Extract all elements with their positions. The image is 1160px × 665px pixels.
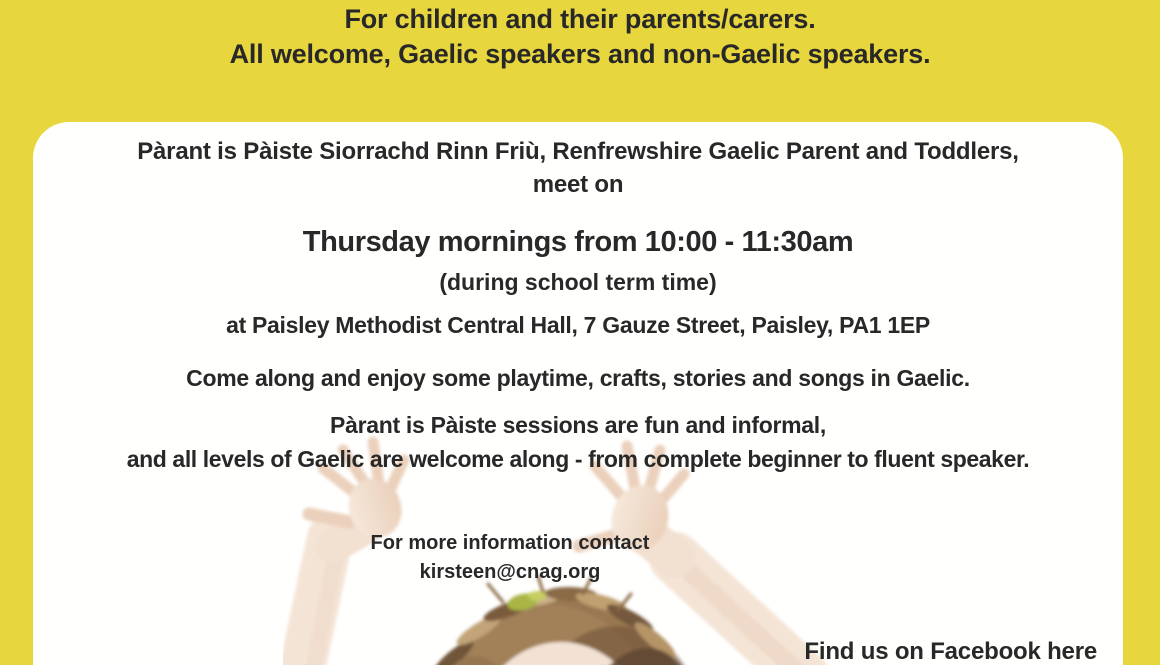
venue-text: at Paisley Methodist Central Hall, 7 Gauze Street, Paisley, PA1 1EP	[226, 312, 930, 338]
child-left-arm	[301, 526, 368, 665]
group-intro-line2: meet on	[532, 171, 624, 198]
activities-text: Come along and enjoy some playtime, crafts, stories and songs in Gaelic.	[186, 365, 970, 391]
top-banner	[0, 0, 1160, 72]
facebook-link[interactable]: Find us on Facebook here	[804, 638, 1097, 665]
schedule-heading: Thursday mornings from 10:00 - 11:30am	[302, 226, 854, 258]
sessions-text-line1: Pàrant is Pàiste sessions are fun and informal,	[330, 412, 826, 438]
welcome-bold-text: All welcome	[229, 39, 384, 69]
welcome-rest-text: , Gaelic speakers and non-Gaelic speakers.	[383, 39, 931, 69]
sessions-text-line2: and all levels of Gaelic are welcome along - from complete beginner to fluent speaker.	[126, 446, 1030, 472]
welcome-text	[0, 37, 1160, 72]
contact-block	[371, 529, 650, 587]
child-head	[427, 576, 712, 665]
contact-email-link[interactable]: kirsteen@cnag.org	[419, 561, 601, 583]
group-intro	[33, 135, 1123, 201]
group-intro-line1: Pàrant is Pàiste Siorrachd Rinn Friù, Renfrewshire Gaelic Parent and Toddlers,	[137, 138, 1019, 165]
contact-label: For more information contact	[370, 532, 650, 554]
audience-text: For children and their parents/carers.	[344, 4, 816, 34]
info-card	[33, 122, 1123, 665]
schedule-note: (during school term time)	[439, 269, 717, 295]
